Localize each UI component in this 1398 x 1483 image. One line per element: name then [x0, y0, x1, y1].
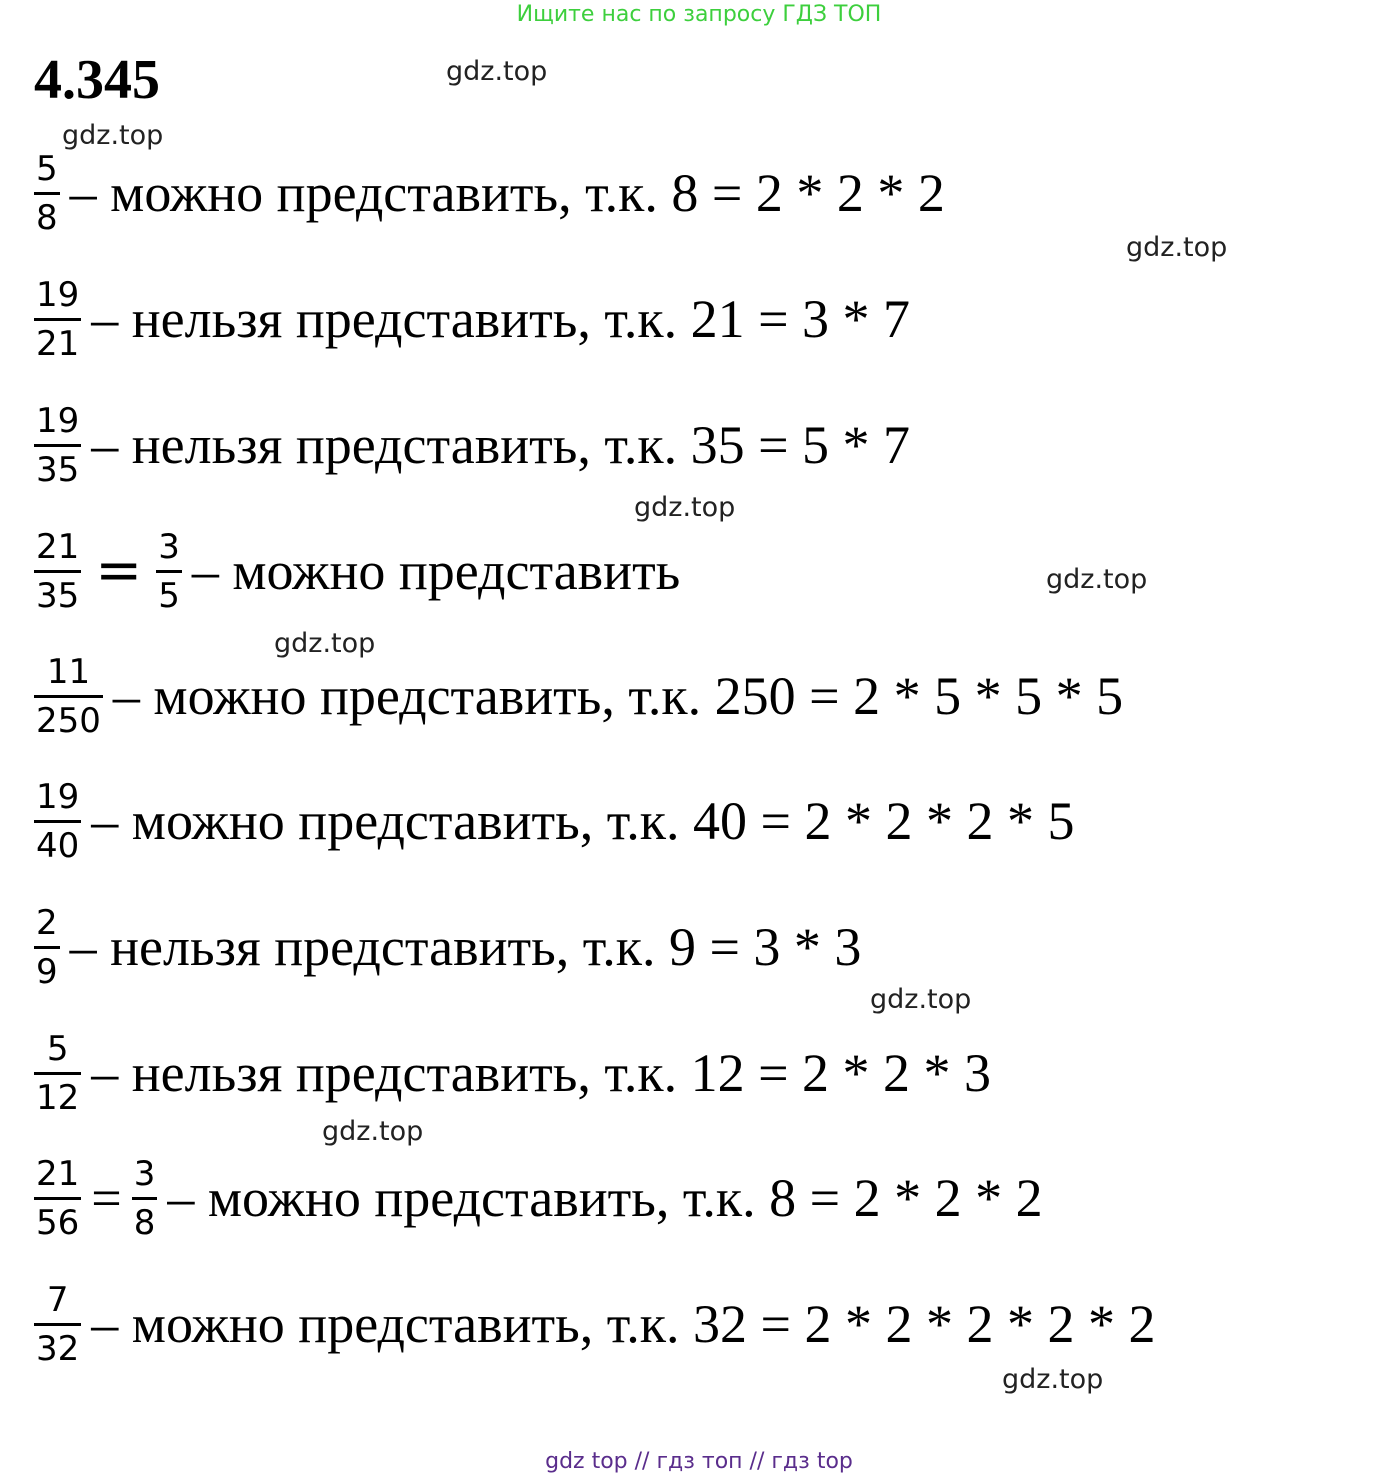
- row-text: – можно представить, т.к. 8 = 2 * 2 * 2: [167, 1168, 1043, 1228]
- fraction: [34, 776, 81, 866]
- fraction: [34, 148, 60, 238]
- numerator: 19: [36, 400, 80, 441]
- numerator: 21: [36, 1153, 80, 1194]
- solution-row: [34, 895, 861, 999]
- fraction: [34, 400, 81, 490]
- numerator: 5: [36, 148, 58, 189]
- denominator: 35: [36, 449, 80, 490]
- row-text: – нельзя представить, т.к. 35 = 5 * 7: [91, 415, 911, 475]
- fraction: [34, 1279, 81, 1369]
- denominator: 250: [36, 700, 101, 741]
- fraction: [34, 526, 81, 616]
- numerator: 19: [36, 274, 80, 315]
- equals-sign: =: [95, 538, 143, 603]
- solution-row: [34, 1146, 1043, 1250]
- row-text: – нельзя представить, т.к. 9 = 3 * 3: [69, 917, 862, 977]
- watermark: gdz.top: [322, 1116, 424, 1147]
- denominator: 40: [36, 825, 80, 866]
- numerator: 5: [46, 1028, 69, 1069]
- fraction: [156, 526, 182, 616]
- watermark: gdz.top: [870, 984, 972, 1015]
- row-text: – нельзя представить, т.к. 12 = 2 * 2 * 3: [91, 1043, 992, 1103]
- denominator: 9: [36, 951, 58, 992]
- solution-row: [34, 644, 1123, 748]
- solution-row: [34, 769, 1074, 873]
- watermark: gdz.top: [274, 628, 376, 659]
- fraction: [34, 1153, 81, 1243]
- solution-row: [34, 1272, 1155, 1376]
- denominator: 32: [36, 1328, 80, 1369]
- fraction: [132, 1153, 158, 1243]
- numerator: 7: [46, 1279, 69, 1320]
- watermark: gdz.top: [1002, 1364, 1104, 1395]
- top-banner: Ищите нас по запросу ГДЗ ТОП: [516, 2, 882, 27]
- denominator: 21: [36, 323, 80, 364]
- fraction: [34, 902, 60, 992]
- footer-links[interactable]: gdz top // гдз топ // гдз top: [545, 1449, 853, 1474]
- equals-sign: =: [91, 1168, 122, 1228]
- numerator: 3: [133, 1153, 156, 1194]
- problem-number: 4.345: [34, 49, 160, 111]
- fraction: [34, 274, 81, 364]
- watermark: gdz.top: [1046, 564, 1148, 595]
- row-text: – можно представить: [191, 541, 681, 601]
- solution-row: [34, 267, 910, 371]
- numerator: 3: [158, 526, 180, 567]
- row-text: – можно представить, т.к. 8 = 2 * 2 * 2: [69, 163, 945, 223]
- row-text: – нельзя представить, т.к. 21 = 3 * 7: [91, 289, 911, 349]
- solution-row: [34, 393, 910, 497]
- numerator: 19: [36, 776, 80, 817]
- denominator: 12: [36, 1077, 80, 1118]
- solution-row: [34, 1021, 991, 1125]
- watermark: gdz.top: [62, 120, 164, 151]
- denominator: 8: [133, 1202, 156, 1243]
- row-text: – можно представить, т.к. 250 = 2 * 5 * 5 * 5: [112, 666, 1124, 726]
- watermark: gdz.top: [634, 492, 736, 523]
- row-text: – можно представить, т.к. 32 = 2 * 2 * 2 * 2 * 2: [91, 1294, 1156, 1354]
- numerator: 2: [36, 902, 58, 943]
- numerator: 21: [36, 526, 80, 567]
- fraction: [34, 1028, 81, 1118]
- solution-row: [34, 141, 945, 245]
- denominator: 35: [36, 575, 80, 616]
- fraction: [34, 651, 103, 741]
- watermark: gdz.top: [1126, 232, 1228, 263]
- denominator: 8: [36, 197, 58, 238]
- solution-row: [34, 519, 680, 623]
- denominator: 56: [36, 1202, 80, 1243]
- watermark: gdz.top: [446, 56, 548, 87]
- row-text: – можно представить, т.к. 40 = 2 * 2 * 2 * 5: [91, 791, 1075, 851]
- denominator: 5: [158, 575, 180, 616]
- numerator: 11: [46, 651, 91, 692]
